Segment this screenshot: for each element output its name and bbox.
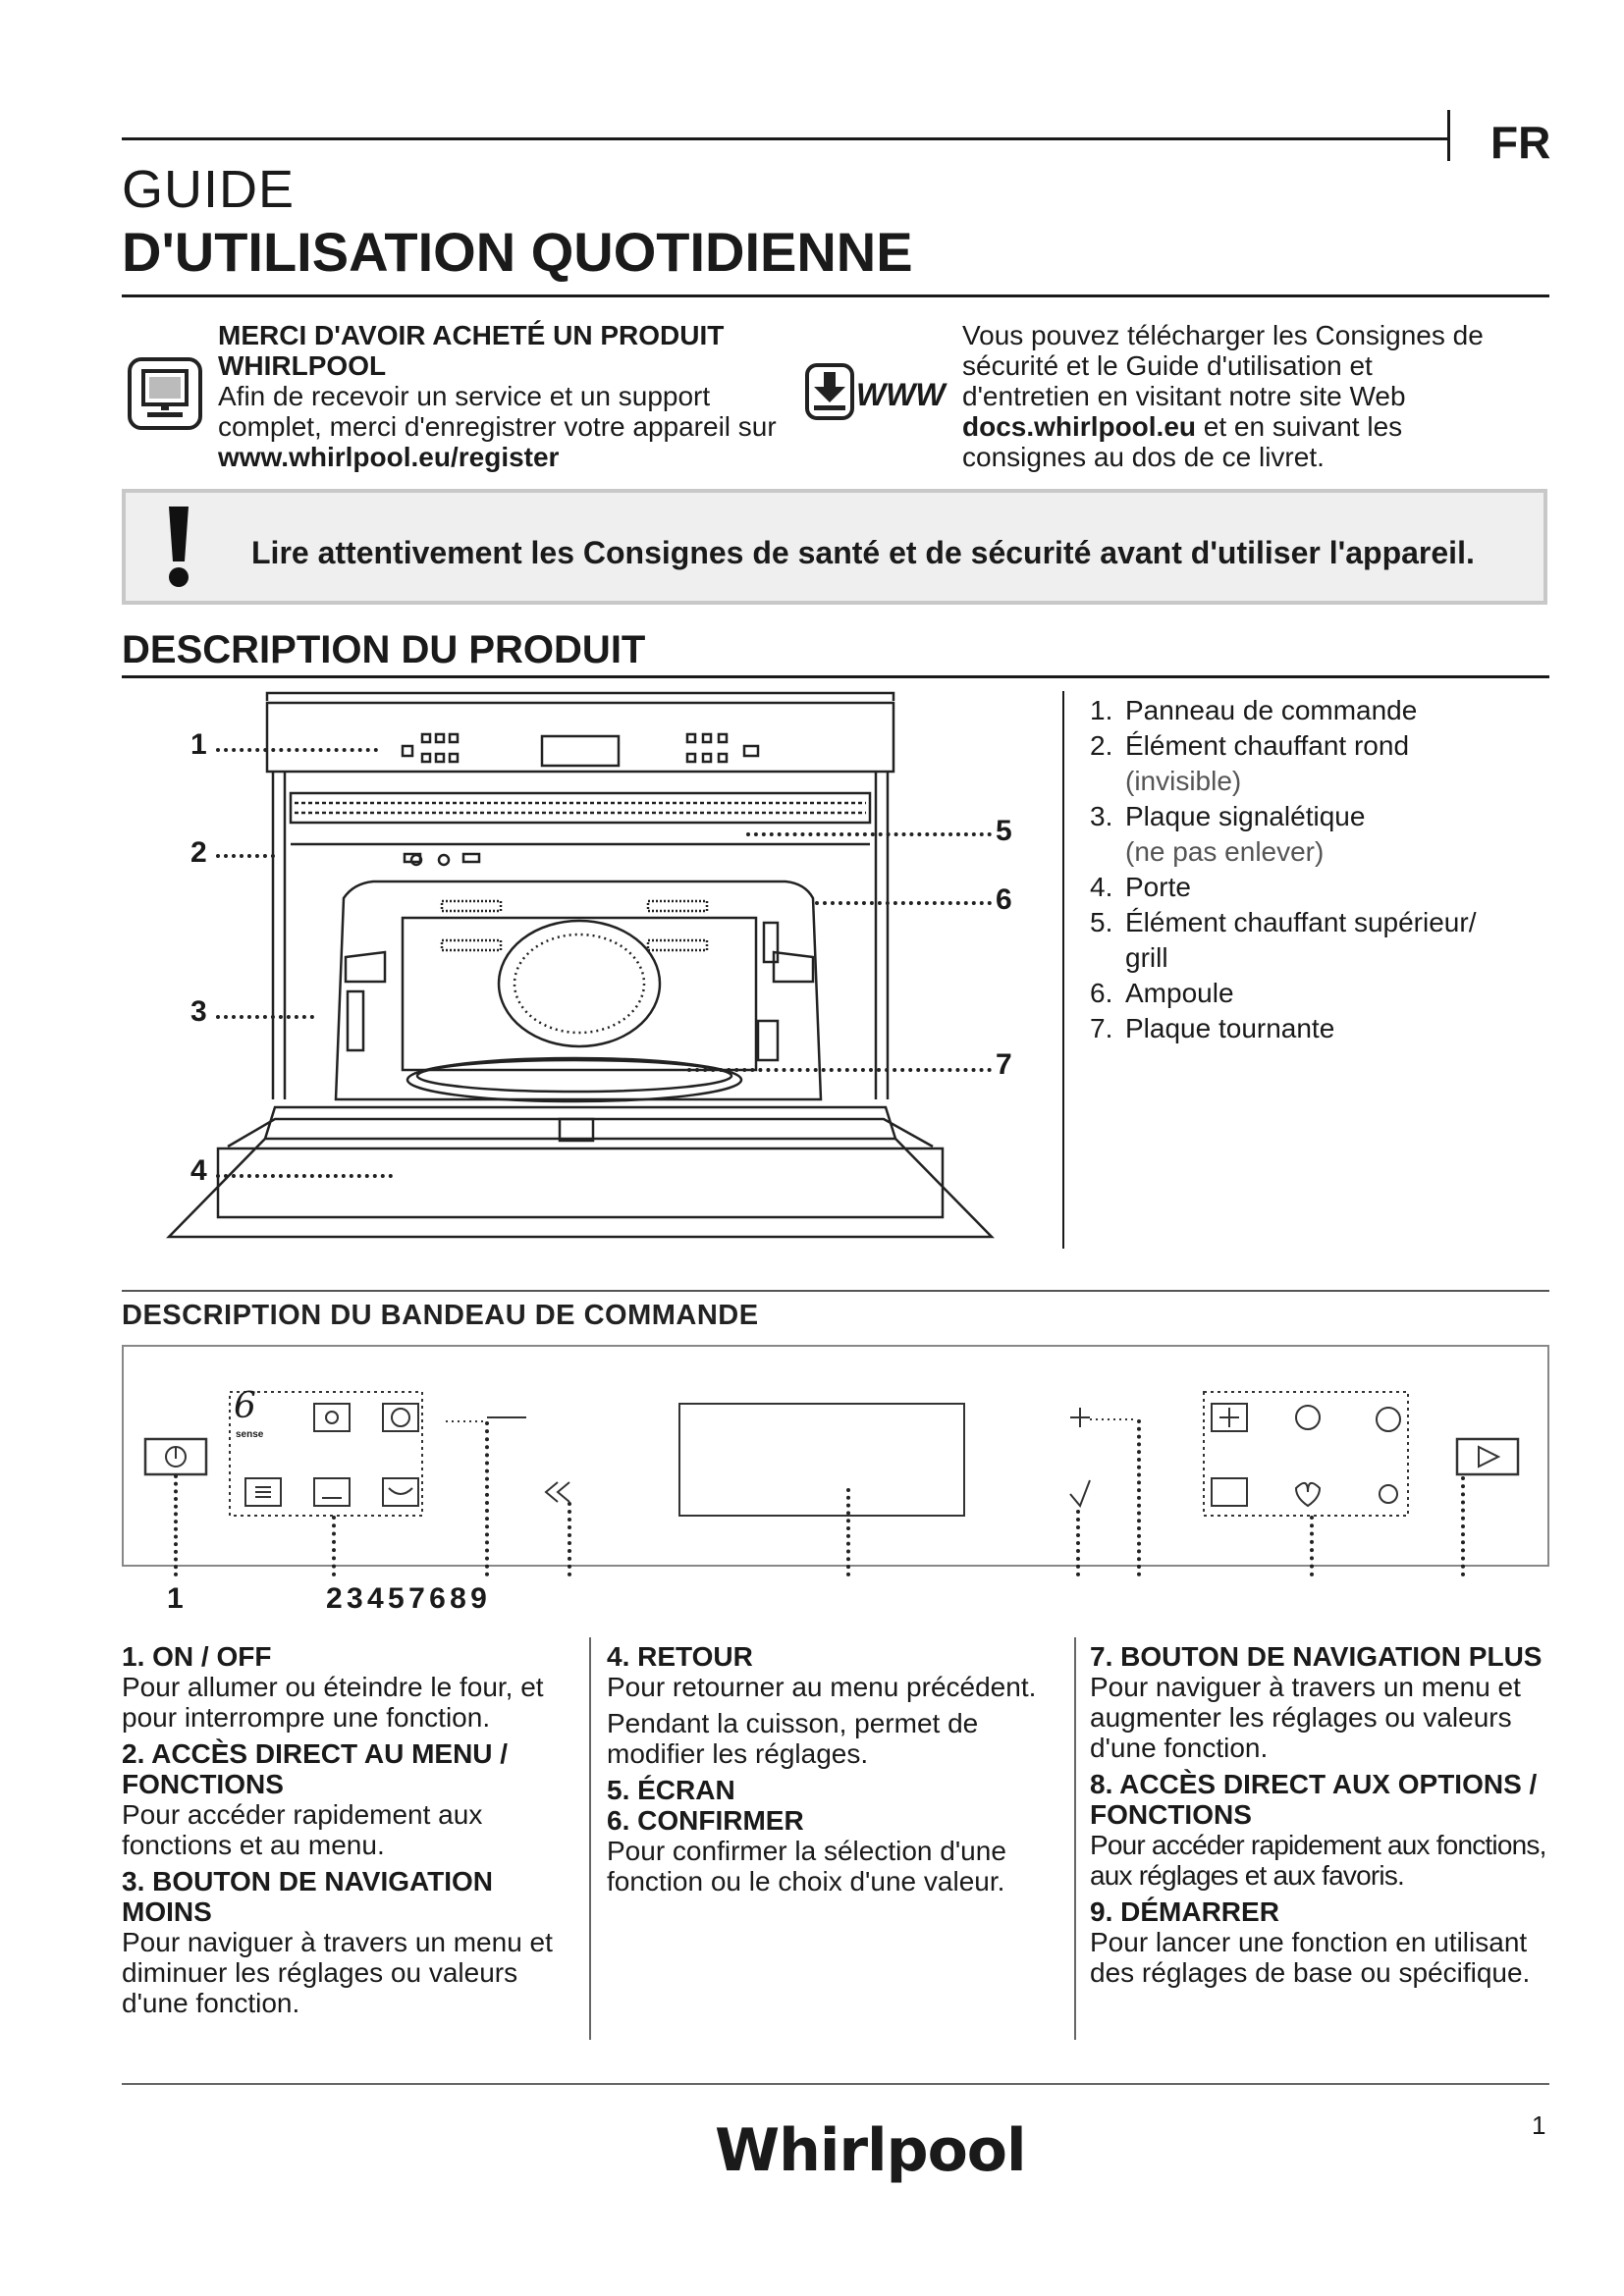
- callout-line-7: [687, 1068, 992, 1072]
- desc-divider-1: [589, 1637, 591, 2040]
- header-rule-tick: [1447, 110, 1450, 161]
- brand-logo: Whirlpool: [715, 2116, 1026, 2185]
- callout-1: 1: [190, 728, 207, 761]
- header-rule: [122, 137, 1447, 140]
- oven-illustration: [157, 687, 1060, 1256]
- legend-divider: [1062, 691, 1064, 1249]
- desc-heading: 7. BOUTON DE NAVIGATION PLUS: [1090, 1641, 1543, 1672]
- leader-3: [485, 1421, 489, 1576]
- intro-right: [962, 320, 1492, 472]
- desc-heading: 9. DÉMARRER: [1090, 1896, 1279, 1927]
- legend-note: (ne pas enlever): [1125, 836, 1325, 867]
- desc-text: Pour allumer ou éteindre le four, et pour interrompre une fonction.: [122, 1672, 544, 1733]
- legend-item: 6. Ampoule: [1090, 978, 1234, 1008]
- leader-9: [1461, 1476, 1465, 1576]
- leader-7: [1137, 1419, 1141, 1576]
- legend-item: 2. Élément chauffant rond: [1090, 730, 1410, 761]
- desc-heading: 2. ACCÈS DIRECT AU MENU / FONCTIONS: [122, 1738, 509, 1799]
- download-icon: [805, 363, 854, 420]
- desc-heading: 4. RETOUR: [607, 1641, 753, 1672]
- desc-col-2: [607, 1641, 1060, 1902]
- monitor-icon: [128, 357, 202, 430]
- register-link[interactable]: www.whirlpool.eu/register: [218, 442, 560, 472]
- legend-item: 3. Plaque signalétique: [1090, 801, 1366, 831]
- sense-label: 6: [234, 1386, 256, 1426]
- sense-sublabel: sense: [236, 1429, 264, 1440]
- intro-right-text-2: et en suivant les consignes au dos de ce livret.: [962, 411, 1403, 472]
- leader-5: [846, 1488, 850, 1576]
- page-number: 1: [1532, 2110, 1546, 2140]
- leader-6: [1076, 1510, 1080, 1576]
- callout-line-1: [216, 748, 378, 752]
- product-section-rule: [122, 675, 1549, 678]
- callout-line-3: [216, 1015, 314, 1019]
- legend-note: (invisible): [1125, 766, 1242, 796]
- callout-2: 2: [190, 836, 207, 869]
- desc-heading: 6. CONFIRMER: [607, 1805, 804, 1836]
- intro-left-text: Afin de recevoir un service et un support complet, merci d'enregistrer votre appareil sur: [218, 381, 777, 442]
- desc-heading: 8. ACCÈS DIRECT AUX OPTIONS / FONCTIONS: [1090, 1769, 1538, 1830]
- panel-section-title: DESCRIPTION DU BANDEAU DE COMMANDE: [122, 1300, 759, 1331]
- exclamation-icon: [165, 507, 192, 589]
- intro-left: [218, 320, 797, 472]
- callout-line-6: [815, 901, 992, 905]
- intro-left-heading: MERCI D'AVOIR ACHETÉ UN PRODUIT WHIRLPOOL: [218, 320, 725, 381]
- desc-text: Pour retourner au menu précédent.: [607, 1672, 1037, 1702]
- page-title-line2: D'UTILISATION QUOTIDIENNE: [122, 221, 913, 283]
- desc-divider-2: [1074, 1637, 1076, 2040]
- desc-heading: 1. ON / OFF: [122, 1641, 272, 1672]
- callout-5: 5: [996, 815, 1012, 847]
- callout-4: 4: [190, 1154, 207, 1187]
- control-panel-diagram: [122, 1345, 1549, 1567]
- legend-item: 4. Porte: [1090, 872, 1191, 902]
- docs-link[interactable]: docs.whirlpool.eu: [962, 411, 1197, 442]
- desc-heading: 3. BOUTON DE NAVIGATION MOINS: [122, 1866, 494, 1927]
- www-label: WWW: [856, 377, 946, 412]
- footer-rule: [122, 2083, 1549, 2085]
- legend-item: 1. Panneau de commande: [1090, 695, 1418, 725]
- title-rule: [122, 294, 1549, 297]
- panel-section-rule: [122, 1290, 1549, 1292]
- panel-num-1: 1: [167, 1582, 184, 1615]
- desc-text: Pour naviguer à travers un menu et diminuer les réglages ou valeurs d'une fonction.: [122, 1927, 553, 2018]
- panel-num-group: 2 3 4 5 7 6 8 9: [326, 1582, 485, 1615]
- desc-text: Pour lancer une fonction en utilisant des réglages de base ou spécifique.: [1090, 1927, 1531, 1988]
- legend-item: 5. Élément chauffant supérieur/: [1090, 907, 1477, 937]
- desc-text: Pour accéder rapidement aux fonctions et au menu.: [122, 1799, 483, 1860]
- desc-text: Pour confirmer la sélection d'une fonction ou le choix d'une valeur.: [607, 1836, 1006, 1896]
- callout-line-4: [216, 1174, 393, 1178]
- leader-8: [1310, 1516, 1314, 1576]
- page-title-line1: GUIDE: [122, 160, 296, 219]
- intro-right-text-1: Vous pouvez télécharger les Consignes de sécurité et le Guide d'utilisation et d'entretien en visitant notre site Web: [962, 320, 1484, 411]
- callout-line-2: [216, 854, 275, 858]
- legend-note: grill: [1125, 942, 1168, 973]
- callout-7: 7: [996, 1048, 1012, 1081]
- leader-1: [174, 1474, 178, 1576]
- warning-text: Lire attentivement les Consignes de santé et de sécurité avant d'utiliser l'appareil.: [251, 535, 1475, 570]
- leader-2: [332, 1516, 336, 1576]
- desc-text: Pendant la cuisson, permet de modifier les réglages.: [607, 1708, 979, 1769]
- desc-text: Pour naviguer à travers un menu et augmenter les réglages ou valeurs d'une fonction.: [1090, 1672, 1521, 1763]
- callout-3: 3: [190, 995, 207, 1028]
- callout-line-5: [746, 832, 992, 836]
- desc-col-1: [122, 1641, 583, 2024]
- desc-heading: 5. ÉCRAN: [607, 1775, 735, 1805]
- legend-item: 7. Plaque tournante: [1090, 1013, 1335, 1043]
- product-legend: [1090, 693, 1476, 1046]
- desc-col-3: [1090, 1641, 1561, 1994]
- language-label: FR: [1490, 117, 1551, 168]
- callout-6: 6: [996, 883, 1012, 916]
- desc-text: Pour accéder rapidement aux fonctions, aux réglages et aux favoris.: [1090, 1830, 1546, 1891]
- product-section-title: DESCRIPTION DU PRODUIT: [122, 628, 646, 671]
- leader-4: [568, 1502, 571, 1576]
